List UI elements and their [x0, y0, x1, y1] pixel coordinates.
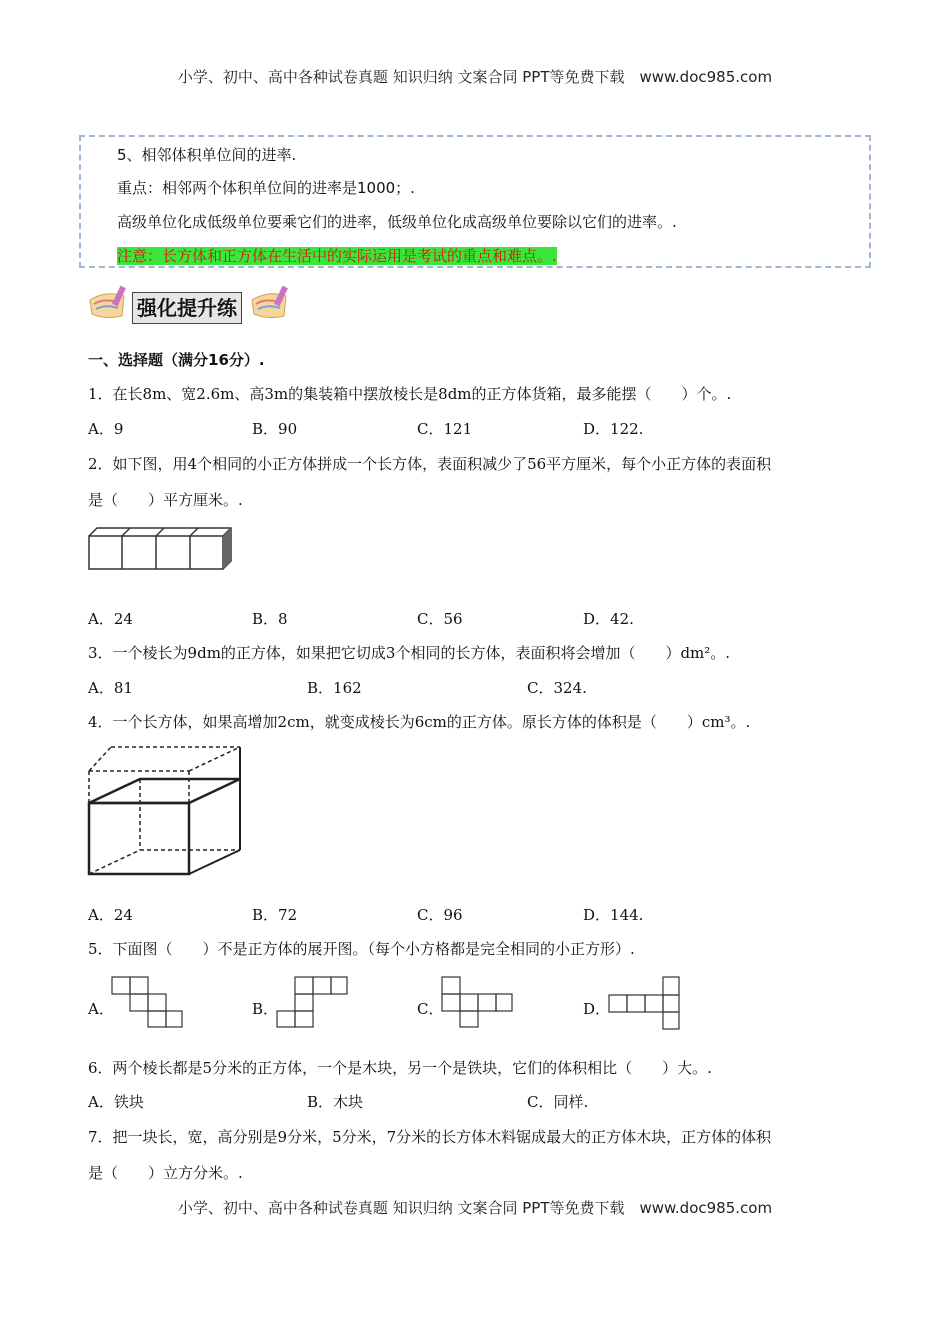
question-stem-cont: 是（ ）立方分米。. — [88, 1164, 243, 1182]
box-line-2: 重点：相邻两个体积单位间的进率是1000；. — [117, 179, 415, 197]
option: D．144. — [583, 906, 644, 924]
option: B．72 — [252, 906, 298, 924]
option: B．90 — [252, 420, 298, 438]
option: B．8 — [252, 610, 288, 628]
question-stem: 2．如下图，用4个相同的小正方体拼成一个长方体，表面积减少了56平方厘米，每个小正方体的表面积 — [88, 455, 772, 473]
option: A．9 — [88, 420, 124, 438]
option: B． — [252, 1000, 279, 1018]
box-line-4 — [117, 245, 557, 266]
option: C．同样. — [527, 1093, 589, 1111]
page-header: 小学、初中、高中各种试卷真题 知识归纳 文案合同 PPT等免费下载 www.doc985.com — [177, 68, 773, 86]
option: A．24 — [88, 906, 133, 924]
question-stem: 5．下面图（ ）不是正方体的展开图。（每个小方格都是完全相同的小正方形）. — [88, 940, 635, 958]
question-stem: 6．两个棱长都是5分米的正方体，一个是木块，另一个是铁块，它们的体积相比（ ）大。. — [88, 1059, 712, 1077]
box-line-3: 高级单位化成低级单位要乘它们的进率，低级单位化成高级单位要除以它们的进率。. — [117, 213, 677, 231]
option: A．81 — [88, 679, 133, 697]
pencil-cup-icon — [248, 284, 294, 320]
pencil-cup-icon — [86, 284, 132, 320]
option: B．木块 — [307, 1093, 364, 1111]
page-footer: 小学、初中、高中各种试卷真题 知识归纳 文案合同 PPT等免费下载 www.doc985.com — [177, 1199, 773, 1217]
question-stem: 7．把一块长，宽，高分别是9分米，5分米，7分米的长方体木料锯成最大的正方体木块，正方体的体积 — [88, 1128, 772, 1146]
cube-net-c — [440, 975, 514, 1029]
four-cubes-figure — [86, 526, 246, 572]
option: B．162 — [307, 679, 362, 697]
option: A．铁块 — [88, 1093, 144, 1111]
question-stem-cont: 是（ ）平方厘米。. — [88, 491, 243, 509]
cube-net-a — [110, 975, 184, 1029]
cube-net-d — [606, 975, 682, 1031]
cuboid-figure — [86, 743, 248, 879]
practice-title: 强化提升练 — [132, 292, 242, 324]
highlight-note: 注意：长方体和正方体在生活中的实际运用是考试的重点和难点。. — [117, 247, 557, 265]
cube-net-b — [275, 975, 349, 1029]
option: A．24 — [88, 610, 133, 628]
option: C．324. — [527, 679, 587, 697]
option: D．122. — [583, 420, 644, 438]
section-title: 一、选择题（满分16分）. — [88, 351, 265, 369]
option: D．42. — [583, 610, 634, 628]
option: D． — [583, 1000, 611, 1018]
option: C． — [417, 1000, 444, 1018]
question-stem: 3．一个棱长为9dm的正方体，如果把它切成3个相同的长方体，表面积将会增加（ ）dm²。. — [88, 644, 731, 662]
question-stem: 1．在长8m、宽2.6m、高3m的集装箱中摆放棱长是8dm的正方体货箱，最多能摆（ ）个。. — [88, 385, 732, 403]
option: A． — [88, 1000, 114, 1018]
option: C．96 — [417, 906, 463, 924]
box-line-1: 5、相邻体积单位间的进率. — [117, 146, 297, 164]
question-stem: 4．一个长方体，如果高增加2cm，就变成棱长为6cm的正方体。原长方体的体积是（ ）cm³。. — [88, 713, 751, 731]
option: C．56 — [417, 610, 463, 628]
option: C．121 — [417, 420, 473, 438]
